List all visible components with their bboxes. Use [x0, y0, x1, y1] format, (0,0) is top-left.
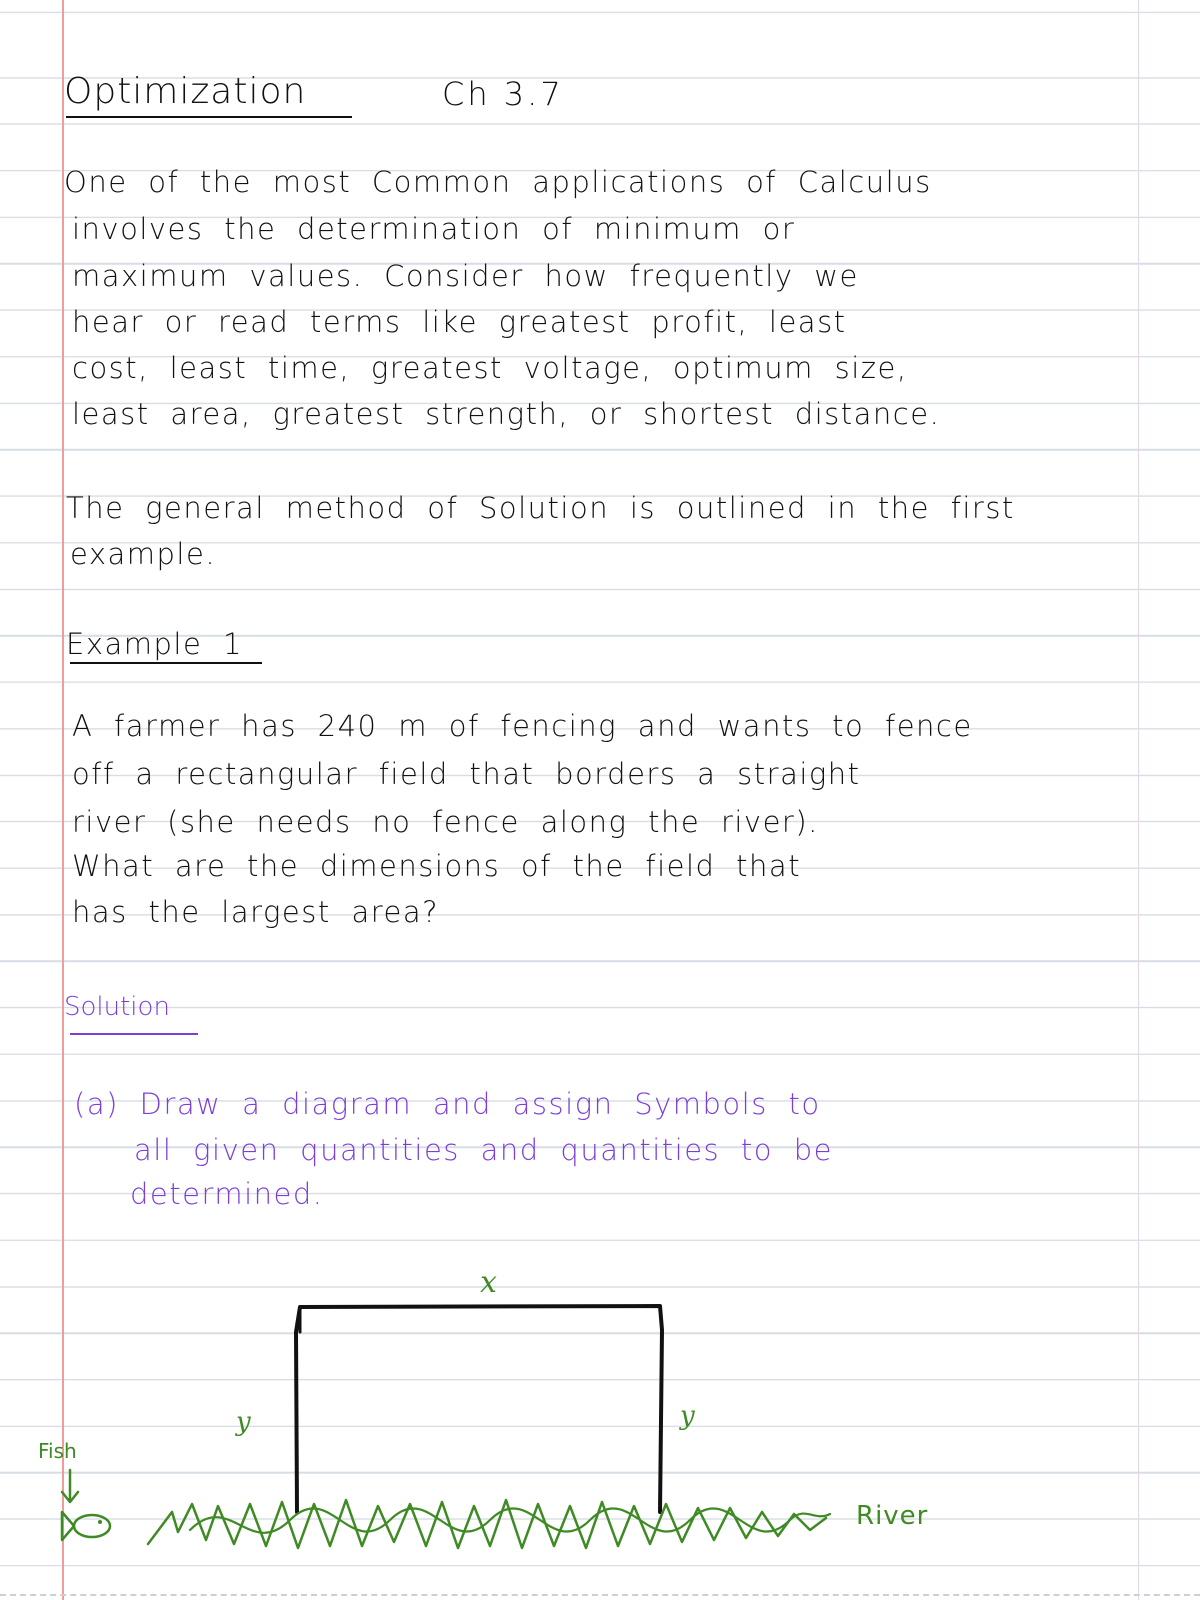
fence-outline: [296, 1306, 662, 1512]
chapter-label: Ch 3.7: [442, 75, 564, 113]
solution-heading: Solution: [64, 992, 170, 1022]
example-line: What are the dimensions of the field that: [72, 849, 802, 883]
example-line: A farmer has 240 m of fencing and wants to fence: [72, 709, 973, 743]
intro-line: involves the determination of minimum or: [72, 212, 796, 246]
example-line: river (she needs no fence along the river).: [72, 805, 819, 839]
step-a-line: determined.: [130, 1177, 324, 1211]
fish-label: Fish: [38, 1439, 77, 1463]
fish-icon: [62, 1512, 110, 1540]
river-label: River: [856, 1501, 929, 1531]
intro-line: hear or read terms like greatest profit, least: [72, 305, 847, 339]
fish-arrow: [62, 1470, 78, 1502]
label-x: x: [480, 1265, 497, 1300]
page-title: Optimization: [64, 71, 307, 112]
step-a-line: (a) Draw a diagram and assign Symbols to: [74, 1087, 821, 1121]
intro-line: cost, least time, greatest voltage, optimum size,: [72, 351, 908, 385]
intro-line: One of the most Common applications of Calculus: [64, 165, 932, 199]
example-line: has the largest area?: [72, 895, 440, 929]
method-line: The general method of Solution is outlined in the first: [66, 491, 1015, 525]
intro-line: maximum values. Consider how frequently we: [72, 259, 859, 293]
step-a-line: all given quantities and quantities to be: [134, 1133, 833, 1167]
example-heading: Example 1: [66, 627, 243, 661]
label-y-left: y: [236, 1407, 251, 1437]
intro-line: least area, greatest strength, or shortest distance.: [72, 397, 941, 431]
label-y-right: y: [680, 1401, 695, 1431]
example-line: off a rectangular field that borders a straight: [72, 757, 861, 791]
method-line: example.: [70, 537, 217, 571]
